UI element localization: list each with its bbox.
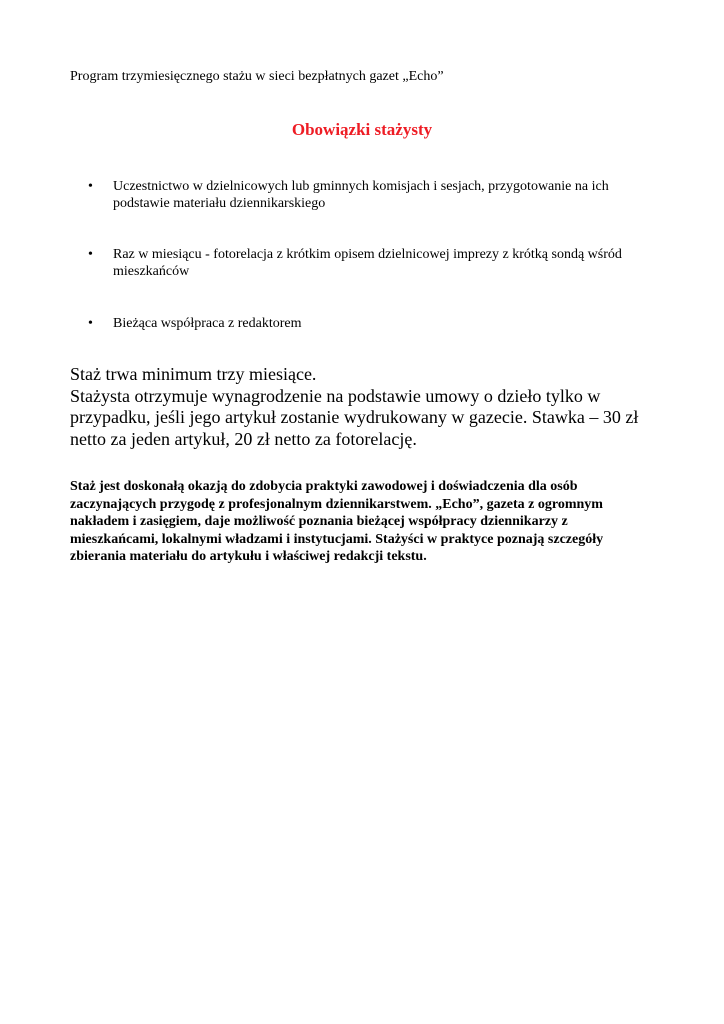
- bullet-icon: •: [88, 247, 93, 262]
- list-item: [88, 315, 648, 332]
- program-header: Program trzymiesięcznego stażu w sieci bezpłatnych gazet „Echo”: [70, 69, 444, 84]
- duty-text: Raz w miesiącu - fotorelacja z krótkim opisem dzielnicowej imprezy z krótką sondą wśród mieszkańców: [113, 247, 622, 279]
- duty-text: Bieżąca współpraca z redaktorem: [113, 316, 302, 331]
- page-title: Obowiązki stażysty: [291, 120, 433, 139]
- list-item: [88, 246, 648, 280]
- payment-paragraph: Stażysta otrzymuje wynagrodzenie na podstawie umowy o dzieło tylko w przypadku, jeśli jego artykuł zostanie wydrukowany w gazecie. Stawka – 30 zł netto za jeden artykuł, 20 zł netto za fotorelację.: [70, 385, 639, 449]
- bullet-icon: •: [88, 179, 93, 194]
- duration-paragraph: Staż trwa minimum trzy miesiące.: [70, 364, 317, 384]
- internship-terms: [70, 364, 670, 450]
- list-item: [88, 178, 648, 212]
- duty-text: Uczestnictwo w dzielnicowych lub gminnych komisjach i sesjach, przygotowanie na ich podstawie materiału dziennikarskiego: [113, 179, 609, 211]
- summary-paragraph: Staż jest doskonałą okazją do zdobycia praktyki zawodowej i doświadczenia dla osób zaczynających przygodę z profesjonalnym dziennikarstwem. „Echo”, gazeta z ogromnym nakładem i zasięgiem, daje możliwość poznania bieżącej współpracy dziennikarzy z mieszkańcami, lokalnymi władzami i instytucjami. Stażyści w praktyce poznają szczegóły zbierania materiału do artykułu i właściwej redakcji tekstu.: [70, 479, 604, 564]
- bullet-icon: •: [88, 316, 93, 331]
